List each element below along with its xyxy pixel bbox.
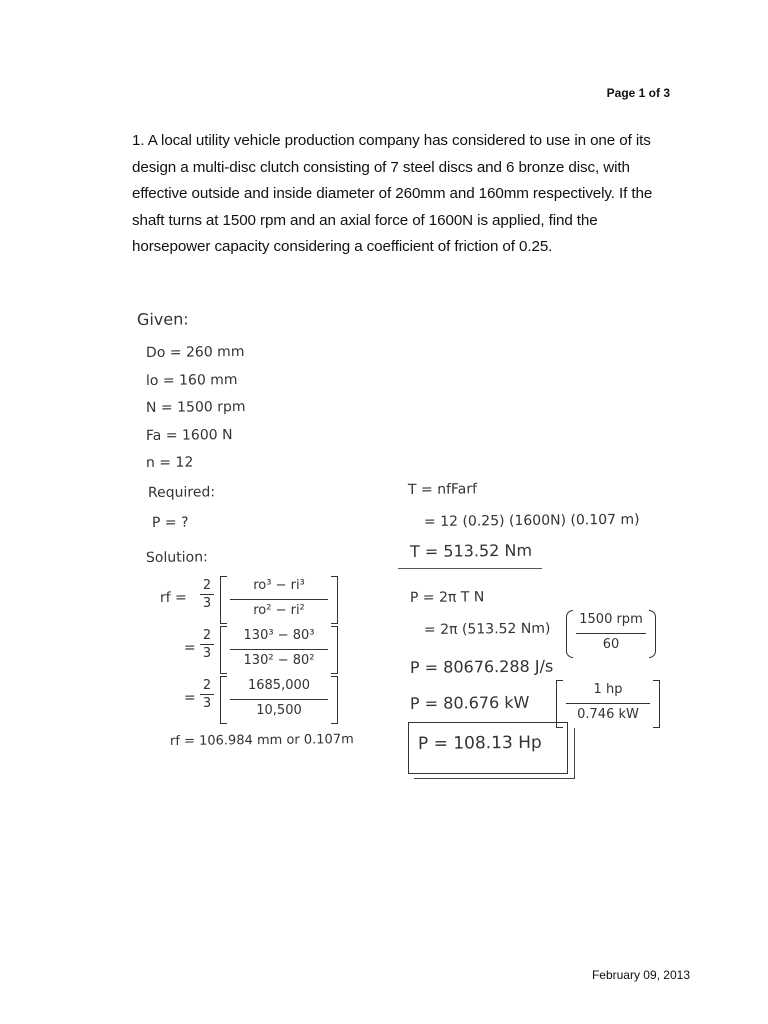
page-number: Page 1 of 3 — [606, 86, 670, 100]
footer-date: February 09, 2013 — [591, 968, 690, 982]
fraction-line — [200, 594, 214, 595]
final-answer: P = 108.13 Hp — [417, 732, 542, 754]
fraction-line — [200, 694, 214, 695]
given-line: Do = 260 mm — [145, 343, 245, 361]
power-formula: P = 2π T N — [409, 589, 485, 606]
required-heading: Required: — [147, 484, 216, 501]
rpm-fraction — [566, 610, 656, 658]
fraction-denominator: 10,500 — [256, 703, 302, 718]
torque-formula: T = nfFarf — [407, 481, 478, 498]
fraction-line — [230, 649, 328, 650]
factor-denominator: 3 — [202, 646, 212, 661]
fraction-line — [566, 703, 650, 704]
given-line: n = 12 — [145, 454, 194, 471]
equals-sign: = — [183, 689, 196, 706]
given-heading: Given: — [136, 309, 189, 329]
given-line: lo = 160 mm — [145, 372, 238, 389]
fraction-line — [576, 633, 646, 634]
fraction-numerator: 130³ − 80³ — [243, 628, 315, 643]
conversion-fraction — [556, 680, 660, 728]
torque-underline — [398, 568, 542, 569]
fraction-denominator: 130² − 80² — [243, 653, 315, 668]
torque-substitution: = 12 (0.25) (1600N) (0.107 m) — [423, 511, 640, 530]
factor-numerator: 2 — [202, 628, 212, 643]
two-thirds-factor — [200, 678, 214, 711]
torque-result: T = 513.52 Nm — [409, 540, 533, 561]
two-thirds-factor — [200, 628, 214, 661]
fraction-numerator: 1 hp — [593, 682, 623, 697]
problem-statement: 1. A local utility vehicle production company has considered to use in one of its design a multi-disc clutch consisting of 7 steel discs and 6 bronze disc, with effective outside and inside diameter of 260mm and 160mm respectively. If the shaft turns at 1500 rpm and an axial force of 1600N is applied, find the horsepower capacity considering a coefficient of friction of 0.25. — [132, 132, 653, 255]
fraction-line — [230, 599, 328, 600]
fraction-denominator: ro² − ri² — [253, 603, 305, 618]
factor-numerator: 2 — [202, 678, 212, 693]
power-watts: P = 80676.288 J/s — [409, 656, 554, 677]
bracket-fraction — [220, 576, 338, 624]
power-substitution: = 2π (513.52 Nm) — [423, 620, 551, 638]
required-line: P = ? — [151, 514, 189, 531]
factor-denominator: 3 — [202, 596, 212, 611]
fraction-numerator: 1685,000 — [247, 678, 311, 693]
solution-heading: Solution: — [145, 549, 208, 566]
given-line: Fa = 1600 N — [145, 427, 233, 444]
factor-denominator: 3 — [202, 696, 212, 711]
fraction-numerator: 1500 rpm — [579, 612, 643, 627]
equals-sign: = — [183, 639, 196, 656]
rf-result: rf = 106.984 mm or 0.107m — [169, 732, 354, 749]
factor-numerator: 2 — [202, 578, 212, 593]
fraction-numerator: ro³ − ri³ — [253, 578, 305, 593]
fraction-denominator: 0.746 kW — [577, 707, 639, 722]
rf-label: rf = — [159, 589, 187, 606]
given-line: N = 1500 rpm — [145, 398, 246, 416]
bracket-fraction — [220, 626, 338, 674]
bracket-fraction — [220, 676, 338, 724]
two-thirds-factor — [200, 578, 214, 611]
fraction-denominator: 60 — [602, 637, 620, 652]
fraction-line — [200, 644, 214, 645]
fraction-line — [230, 699, 328, 700]
power-kw: P = 80.676 kW — [409, 692, 530, 713]
